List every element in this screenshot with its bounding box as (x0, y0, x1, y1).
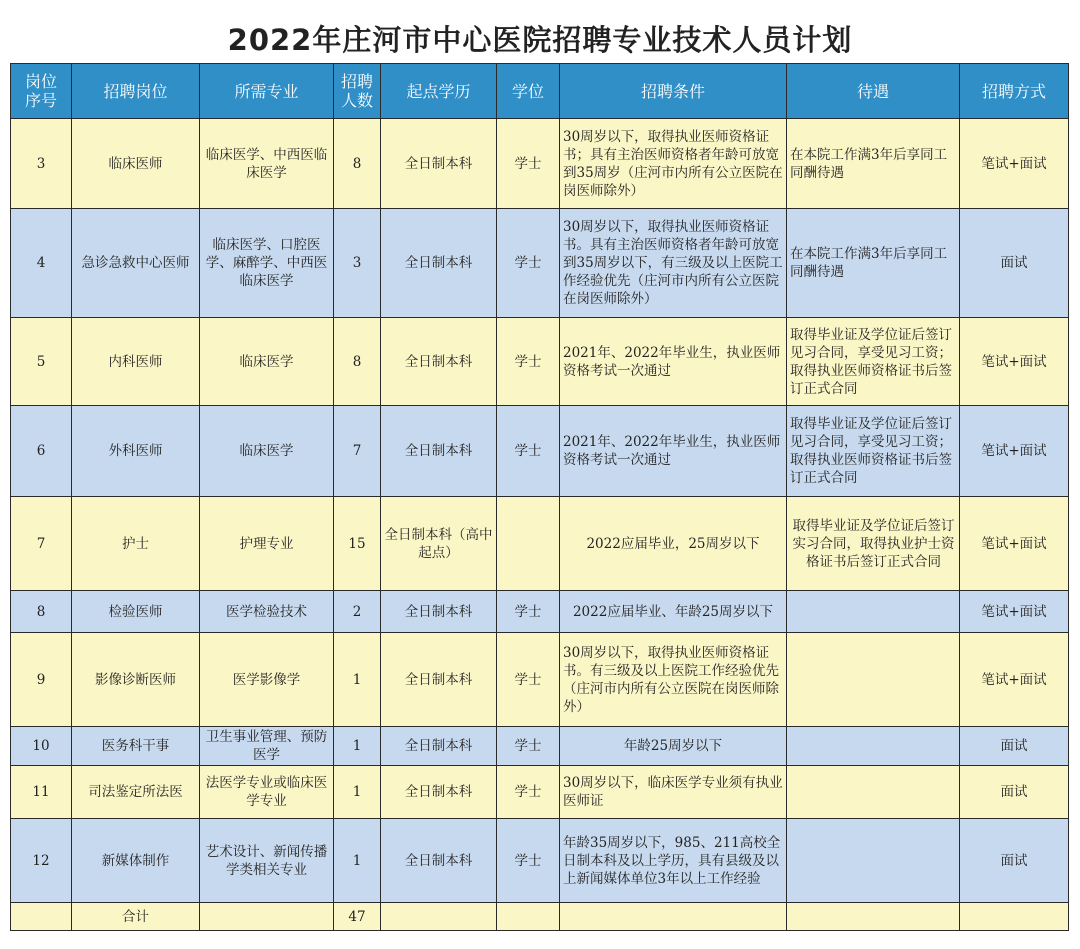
cell-major: 临床医学、口腔医学、麻醉学、中西医临床医学 (200, 209, 334, 318)
cell-condition: 30周岁以下，取得执业医师资格证书；具有主治医师资格者年龄可放宽到35周岁（庄河市内所有公立医院在岗医师除外） (560, 119, 787, 209)
cell-post: 临床医师 (72, 119, 200, 209)
cell-condition: 2022应届毕业，25周岁以下 (560, 497, 787, 591)
page-title: 2022年庄河市中心医院招聘专业技术人员计划 (227, 23, 853, 57)
cell-edu: 全日制本科 (381, 318, 497, 406)
cell-degree: 学士 (497, 119, 560, 209)
table-row (11, 497, 1069, 591)
cell-seq: 6 (11, 406, 72, 497)
cell-pay: 取得毕业证及学位证后签订见习合同，享受见习工资；取得执业医师资格证书后签订正式合同 (787, 406, 960, 497)
cell-edu: 全日制本科 (381, 591, 497, 633)
cell-method: 面试 (960, 766, 1069, 819)
cell-count: 1 (334, 766, 381, 819)
cell-seq: 9 (11, 633, 72, 727)
cell-post: 外科医师 (72, 406, 200, 497)
total-label: 合计 (72, 903, 200, 931)
header-edu: 起点学历 (381, 64, 497, 119)
cell-condition: 2021年、2022年毕业生，执业医师资格考试一次通过 (560, 406, 787, 497)
total-empty-cell (787, 903, 960, 931)
cell-major: 医学影像学 (200, 633, 334, 727)
cell-method: 笔试+面试 (960, 591, 1069, 633)
cell-condition: 30周岁以下，取得执业医师资格证书。有三级及以上医院工作经验优先（庄河市内所有公立医院在岗医师除外） (560, 633, 787, 727)
cell-post: 内科医师 (72, 318, 200, 406)
cell-count: 7 (334, 406, 381, 497)
cell-method: 笔试+面试 (960, 497, 1069, 591)
cell-condition: 2022应届毕业、年龄25周岁以下 (560, 591, 787, 633)
cell-seq: 12 (11, 819, 72, 903)
cell-pay (787, 591, 960, 633)
total-row (11, 903, 1069, 931)
total-empty-cell (960, 903, 1069, 931)
cell-count: 1 (334, 633, 381, 727)
cell-degree: 学士 (497, 591, 560, 633)
cell-method: 笔试+面试 (960, 119, 1069, 209)
cell-count: 2 (334, 591, 381, 633)
table-row (11, 766, 1069, 819)
total-empty-cell (560, 903, 787, 931)
cell-count: 1 (334, 819, 381, 903)
cell-method: 面试 (960, 209, 1069, 318)
cell-method: 笔试+面试 (960, 633, 1069, 727)
cell-degree: 学士 (497, 209, 560, 318)
header-count: 招聘 人数 (334, 64, 381, 119)
header-major: 所需专业 (200, 64, 334, 119)
cell-major: 卫生事业管理、预防医学 (200, 727, 334, 766)
total-empty-cell (381, 903, 497, 931)
total-count: 47 (334, 903, 381, 931)
header-seq: 岗位 序号 (11, 64, 72, 119)
cell-pay: 在本院工作满3年后享同工同酬待遇 (787, 209, 960, 318)
cell-pay: 取得毕业证及学位证后签订见习合同，享受见习工资；取得执业医师资格证书后签订正式合同 (787, 318, 960, 406)
header-degree: 学位 (497, 64, 560, 119)
table-row (11, 406, 1069, 497)
cell-major: 临床医学、中西医临床医学 (200, 119, 334, 209)
cell-condition: 2021年、2022年毕业生，执业医师资格考试一次通过 (560, 318, 787, 406)
cell-major: 艺术设计、新闻传播学类相关专业 (200, 819, 334, 903)
cell-count: 8 (334, 119, 381, 209)
cell-edu: 全日制本科 (381, 633, 497, 727)
cell-edu: 全日制本科 (381, 209, 497, 318)
table-row (11, 119, 1069, 209)
cell-count: 3 (334, 209, 381, 318)
header-condition: 招聘条件 (560, 64, 787, 119)
cell-condition: 30周岁以下，取得执业医师资格证书。具有主治医师资格者年龄可放宽到35周岁以下，有三级及以上医院工作经验优先（庄河市内所有公立医院在岗医师除外） (560, 209, 787, 318)
header-pay: 待遇 (787, 64, 960, 119)
cell-seq: 8 (11, 591, 72, 633)
table-row (11, 633, 1069, 727)
cell-major: 法医学专业或临床医学专业 (200, 766, 334, 819)
cell-seq: 5 (11, 318, 72, 406)
total-empty-cell (497, 903, 560, 931)
cell-edu: 全日制本科（高中起点） (381, 497, 497, 591)
cell-degree: 学士 (497, 766, 560, 819)
cell-condition: 年龄25周岁以下 (560, 727, 787, 766)
cell-method: 笔试+面试 (960, 318, 1069, 406)
cell-seq: 7 (11, 497, 72, 591)
cell-seq: 10 (11, 727, 72, 766)
cell-degree: 学士 (497, 406, 560, 497)
cell-pay (787, 633, 960, 727)
total-empty-cell (11, 903, 72, 931)
cell-major: 医学检验技术 (200, 591, 334, 633)
cell-count: 8 (334, 318, 381, 406)
cell-post: 新媒体制作 (72, 819, 200, 903)
cell-edu: 全日制本科 (381, 406, 497, 497)
cell-post: 医务科干事 (72, 727, 200, 766)
header-row (11, 64, 1069, 119)
cell-method: 面试 (960, 727, 1069, 766)
cell-post: 急诊急救中心医师 (72, 209, 200, 318)
table-row (11, 318, 1069, 406)
cell-seq: 3 (11, 119, 72, 209)
cell-seq: 4 (11, 209, 72, 318)
cell-pay (787, 766, 960, 819)
cell-count: 1 (334, 727, 381, 766)
cell-pay: 取得毕业证及学位证后签订实习合同，取得执业护士资格证书后签订正式合同 (787, 497, 960, 591)
cell-degree (497, 497, 560, 591)
cell-method: 面试 (960, 819, 1069, 903)
table-row (11, 591, 1069, 633)
cell-major: 护理专业 (200, 497, 334, 591)
cell-degree: 学士 (497, 633, 560, 727)
table-row (11, 727, 1069, 766)
cell-condition: 30周岁以下，临床医学专业须有执业医师证 (560, 766, 787, 819)
cell-post: 护士 (72, 497, 200, 591)
total-empty-cell (200, 903, 334, 931)
header-post: 招聘岗位 (72, 64, 200, 119)
cell-edu: 全日制本科 (381, 727, 497, 766)
cell-degree: 学士 (497, 819, 560, 903)
cell-post: 司法鉴定所法医 (72, 766, 200, 819)
table-row (11, 819, 1069, 903)
recruitment-table (10, 63, 1069, 931)
cell-post: 检验医师 (72, 591, 200, 633)
cell-major: 临床医学 (200, 406, 334, 497)
cell-major: 临床医学 (200, 318, 334, 406)
cell-edu: 全日制本科 (381, 766, 497, 819)
cell-pay (787, 727, 960, 766)
cell-method: 笔试+面试 (960, 406, 1069, 497)
cell-count: 15 (334, 497, 381, 591)
cell-pay (787, 819, 960, 903)
cell-pay: 在本院工作满3年后享同工同酬待遇 (787, 119, 960, 209)
cell-degree: 学士 (497, 727, 560, 766)
header-method: 招聘方式 (960, 64, 1069, 119)
cell-seq: 11 (11, 766, 72, 819)
cell-edu: 全日制本科 (381, 119, 497, 209)
cell-edu: 全日制本科 (381, 819, 497, 903)
table-row (11, 209, 1069, 318)
cell-degree: 学士 (497, 318, 560, 406)
cell-post: 影像诊断医师 (72, 633, 200, 727)
cell-condition: 年龄35周岁以下，985、211高校全日制本科及以上学历，具有县级及以上新闻媒体单位3年以上工作经验 (560, 819, 787, 903)
